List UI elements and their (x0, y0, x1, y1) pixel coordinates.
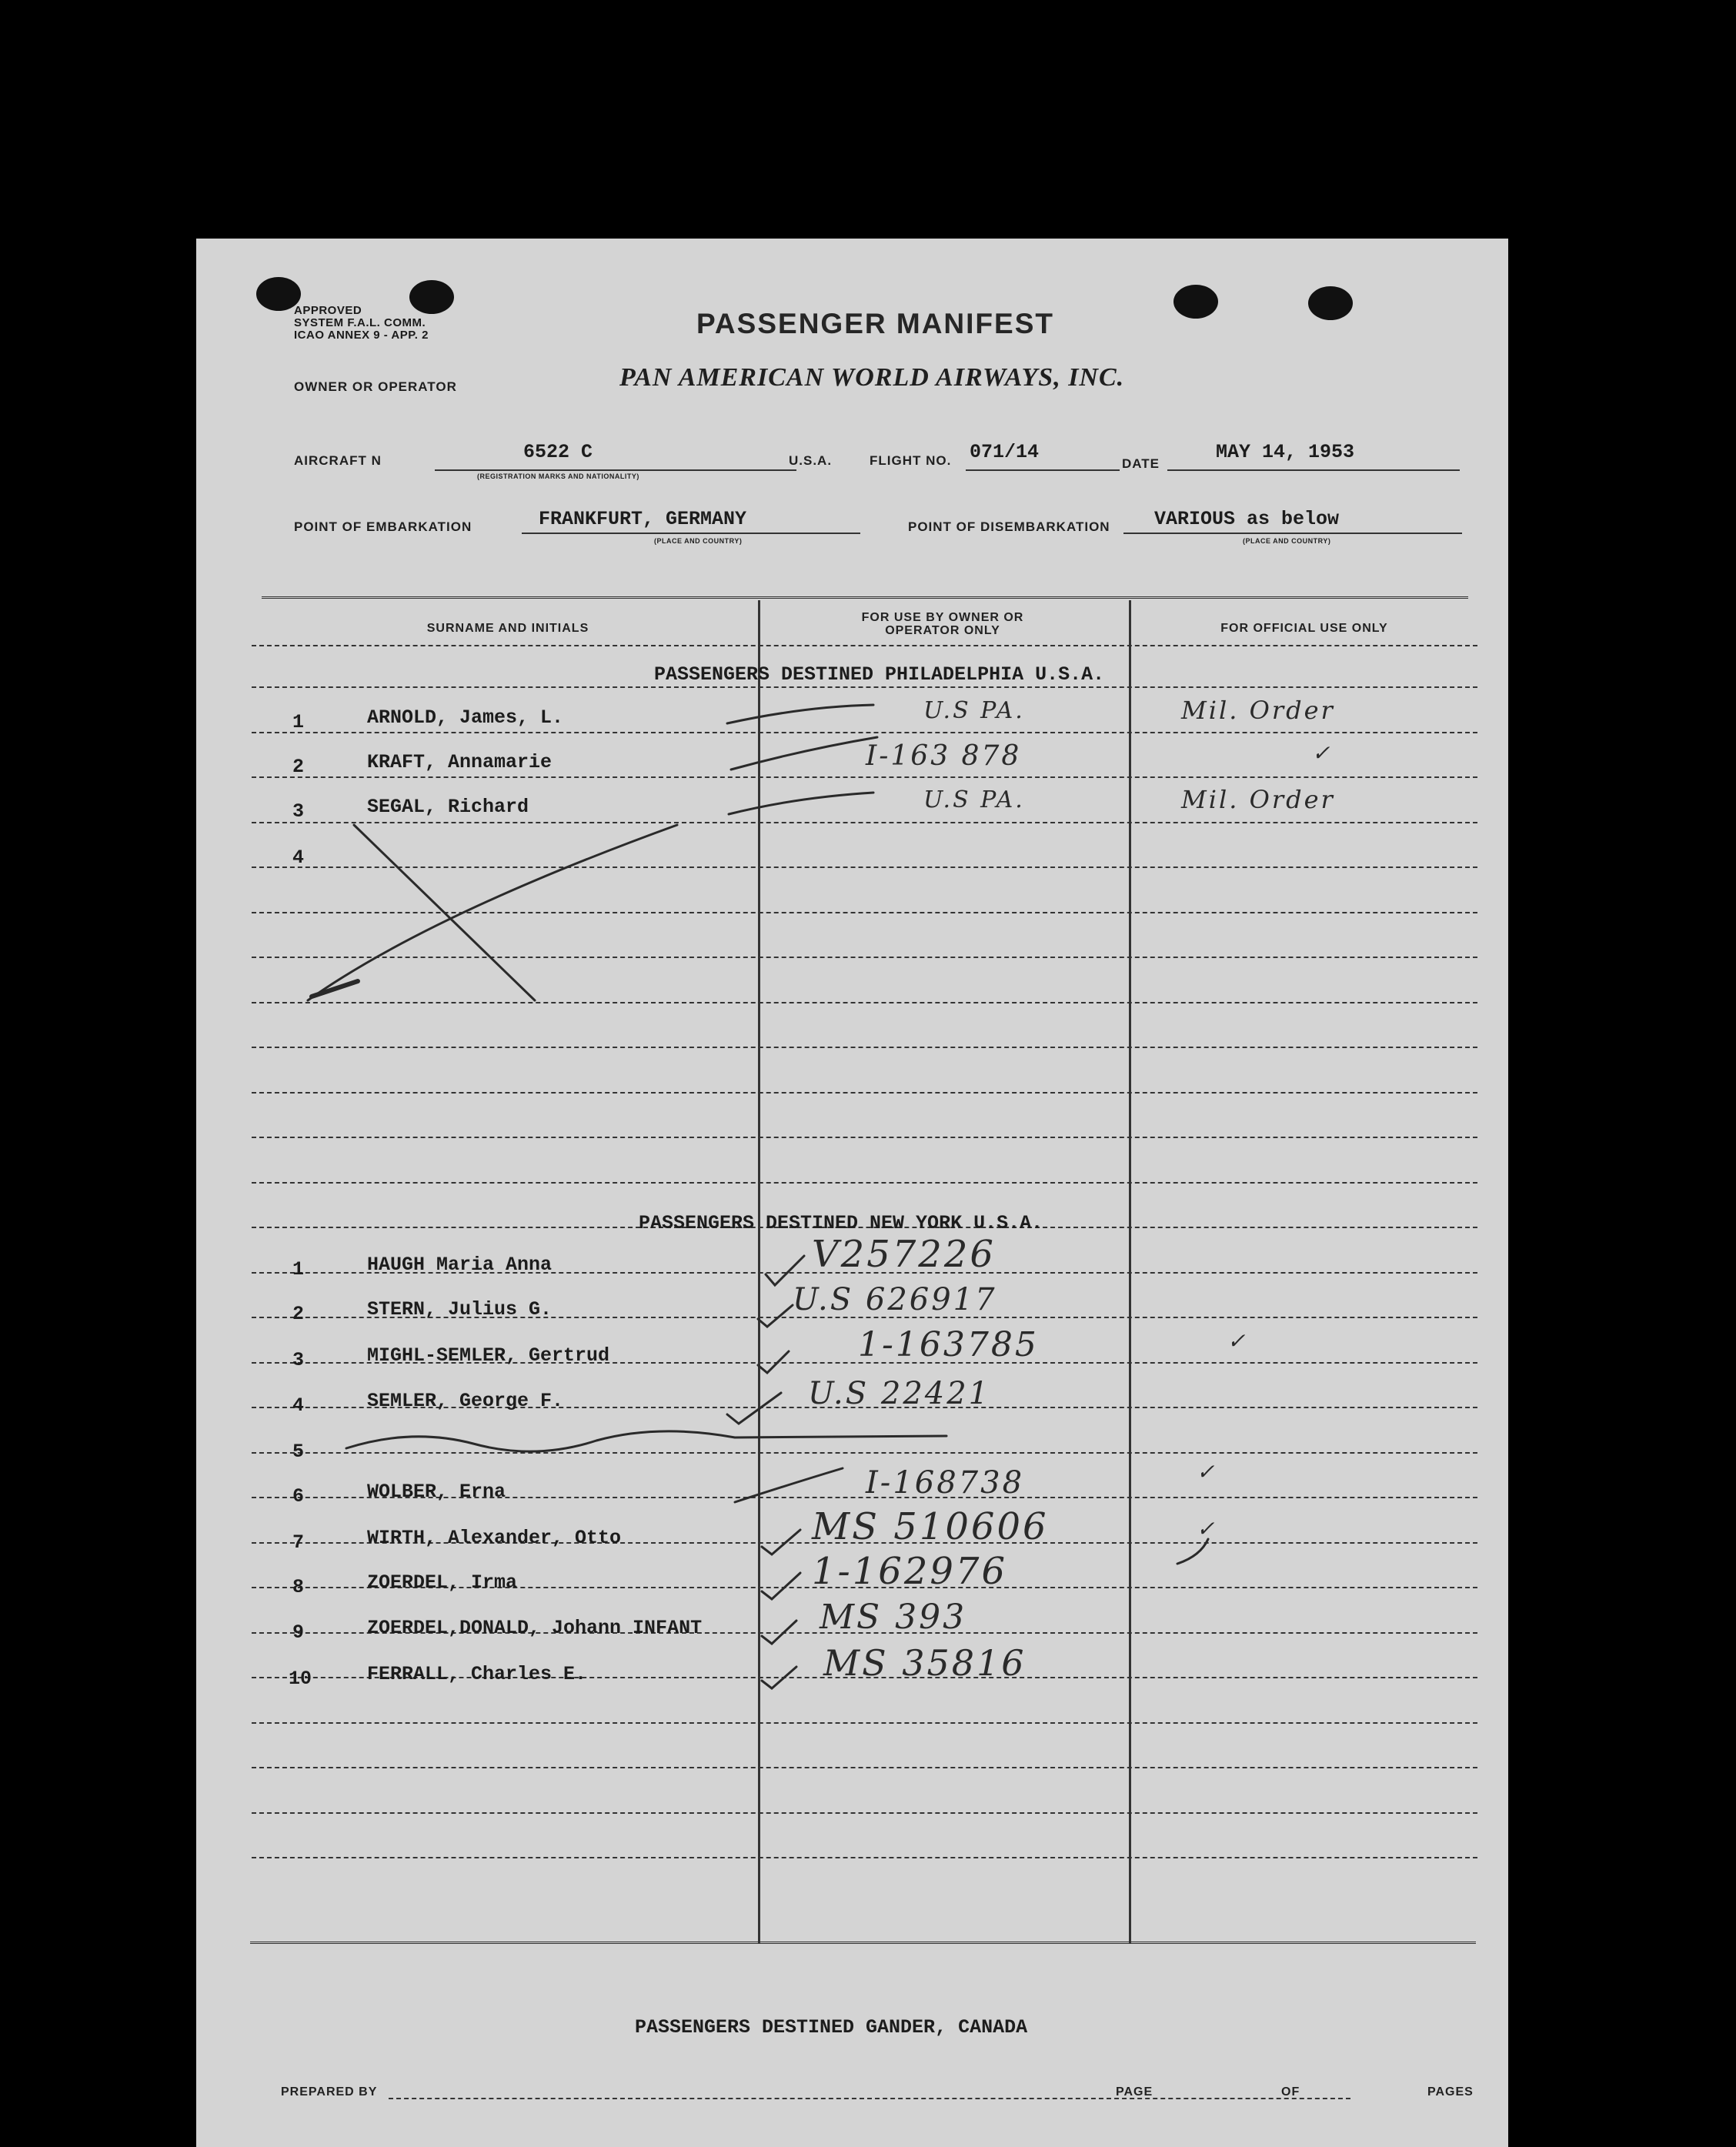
row-number: 2 (292, 756, 305, 778)
operator-entry: U.S 22421 (808, 1376, 991, 1411)
official-entry: ✓ (1197, 1516, 1217, 1541)
disembark-value: VARIOUS as below (1154, 508, 1340, 530)
operator-entry: I-168738 (866, 1465, 1025, 1501)
passenger-name: STERN, Julius G. (367, 1298, 553, 1321)
operator-entry: U.S 626917 (793, 1282, 997, 1317)
section-heading-gander: PASSENGERS DESTINED GANDER, CANADA (635, 2016, 1028, 2038)
column-header-names: SURNAME AND INITIALS (426, 622, 589, 635)
check-mark (758, 1305, 793, 1327)
date-value: MAY 14, 1953 (1216, 441, 1355, 463)
embark-caption: (PLACE AND COUNTRY) (654, 537, 743, 545)
section-heading-new-york: PASSENGERS DESTINED NEW YORK U.S.A. (639, 1212, 1043, 1234)
passenger-name: FERRALL, Charles E. (367, 1663, 587, 1685)
row-number: 1 (292, 711, 305, 733)
owner-label: OWNER OR OPERATOR (294, 379, 457, 394)
row-number: 9 (292, 1621, 305, 1644)
official-entry: Mil. Order (1181, 785, 1335, 814)
operator-entry: MS 35816 (823, 1642, 1027, 1684)
passenger-name: ZOERDEL, Irma (367, 1571, 518, 1594)
row-number: 10 (289, 1668, 312, 1690)
usa-label: U.S.A. (789, 453, 833, 468)
official-entry: ✓ (1312, 740, 1333, 766)
disembark-label: POINT OF DISEMBARKATION (908, 519, 1110, 534)
row-number: 3 (292, 1349, 305, 1371)
cross-out-stroke (308, 825, 677, 1000)
disembark-caption: (PLACE AND COUNTRY) (1243, 537, 1331, 545)
pages-label: PAGES (1427, 2085, 1474, 2099)
row-number: 6 (292, 1485, 305, 1508)
check-mark (766, 1256, 804, 1285)
strike-through-line (346, 1431, 946, 1451)
operator-entry: MS 510606 (812, 1505, 1049, 1548)
embark-label: POINT OF EMBARKATION (294, 519, 472, 534)
column-header-owner-use: FOR USE BY OWNER OR OPERATOR ONLY (861, 611, 1024, 637)
passenger-name: ZOERDEL,DONALD, Johann INFANT (367, 1617, 703, 1639)
aircraft-label: AIRCRAFT N (294, 453, 382, 468)
check-mark (727, 1393, 781, 1424)
cross-out-stroke (354, 825, 535, 1000)
page-title: PASSENGER MANIFEST (696, 308, 1054, 339)
row-number: 4 (292, 846, 305, 869)
aircraft-caption: (REGISTRATION MARKS AND NATIONALITY) (477, 472, 639, 480)
page-label: PAGE (1116, 2085, 1153, 2099)
approval-line: APPROVED (294, 304, 362, 317)
row-number: 5 (292, 1441, 305, 1463)
flight-label: FLIGHT NO. (870, 453, 952, 468)
airline-name: PAN AMERICAN WORLD AIRWAYS, INC. (619, 363, 1125, 392)
passenger-name: MIGHL-SEMLER, Gertrud (367, 1344, 610, 1367)
check-mark (729, 793, 873, 814)
passenger-name: SEGAL, Richard (367, 796, 529, 818)
operator-entry: U.S PA. (923, 786, 1025, 813)
embark-value: FRANKFURT, GERMANY (539, 508, 747, 530)
row-number: 1 (292, 1258, 305, 1281)
flight-value: 071/14 (970, 441, 1040, 463)
check-mark (762, 1621, 796, 1644)
official-entry: ✓ (1197, 1459, 1217, 1484)
check-mark (762, 1667, 796, 1688)
of-label: OF (1281, 2085, 1300, 2099)
check-mark (762, 1530, 800, 1554)
row-number: 7 (292, 1531, 305, 1554)
check-mark (731, 737, 877, 770)
manifest-paper (196, 239, 1508, 2147)
approval-line: SYSTEM F.A.L. COMM. (294, 316, 426, 329)
section-heading-philadelphia: PASSENGERS DESTINED PHILADELPHIA U.S.A. (654, 663, 1105, 686)
operator-entry: 1-162976 (812, 1550, 1007, 1593)
row-number: 4 (292, 1394, 305, 1417)
check-mark (727, 705, 873, 723)
handwritten-marks (196, 239, 1508, 2147)
check-mark (735, 1468, 843, 1502)
passenger-name: ARNOLD, James, L. (367, 706, 564, 729)
row-number: 2 (292, 1303, 305, 1325)
check-mark (762, 1573, 800, 1599)
date-label: DATE (1122, 456, 1160, 471)
operator-entry: 1-163785 (858, 1325, 1039, 1364)
passenger-name: WIRTH, Alexander, Otto (367, 1527, 622, 1549)
official-entry: ✓ (1227, 1328, 1248, 1354)
passenger-name: SEMLER, George F. (367, 1390, 564, 1412)
passenger-name: KRAFT, Annamarie (367, 751, 553, 773)
footer-underline (389, 2098, 1350, 2099)
passenger-name: HAUGH Maria Anna (367, 1254, 553, 1276)
operator-entry: I-163 878 (866, 740, 1022, 772)
passenger-name: WOLBER, Erna (367, 1481, 506, 1503)
operator-entry: U.S PA. (923, 697, 1025, 724)
row-number: 8 (292, 1576, 305, 1598)
prepared-by-label: PREPARED BY (281, 2085, 378, 2099)
approval-line: ICAO ANNEX 9 - APP. 2 (294, 329, 429, 342)
operator-entry: MS 393 (820, 1598, 967, 1637)
check-mark (758, 1351, 789, 1373)
column-header-official-use: FOR OFFICIAL USE ONLY (1220, 622, 1388, 635)
row-number: 3 (292, 800, 305, 823)
aircraft-value: 6522 C (523, 441, 593, 463)
operator-entry: V257226 (812, 1233, 996, 1276)
check-mark (1177, 1539, 1208, 1564)
official-entry: Mil. Order (1181, 696, 1335, 725)
